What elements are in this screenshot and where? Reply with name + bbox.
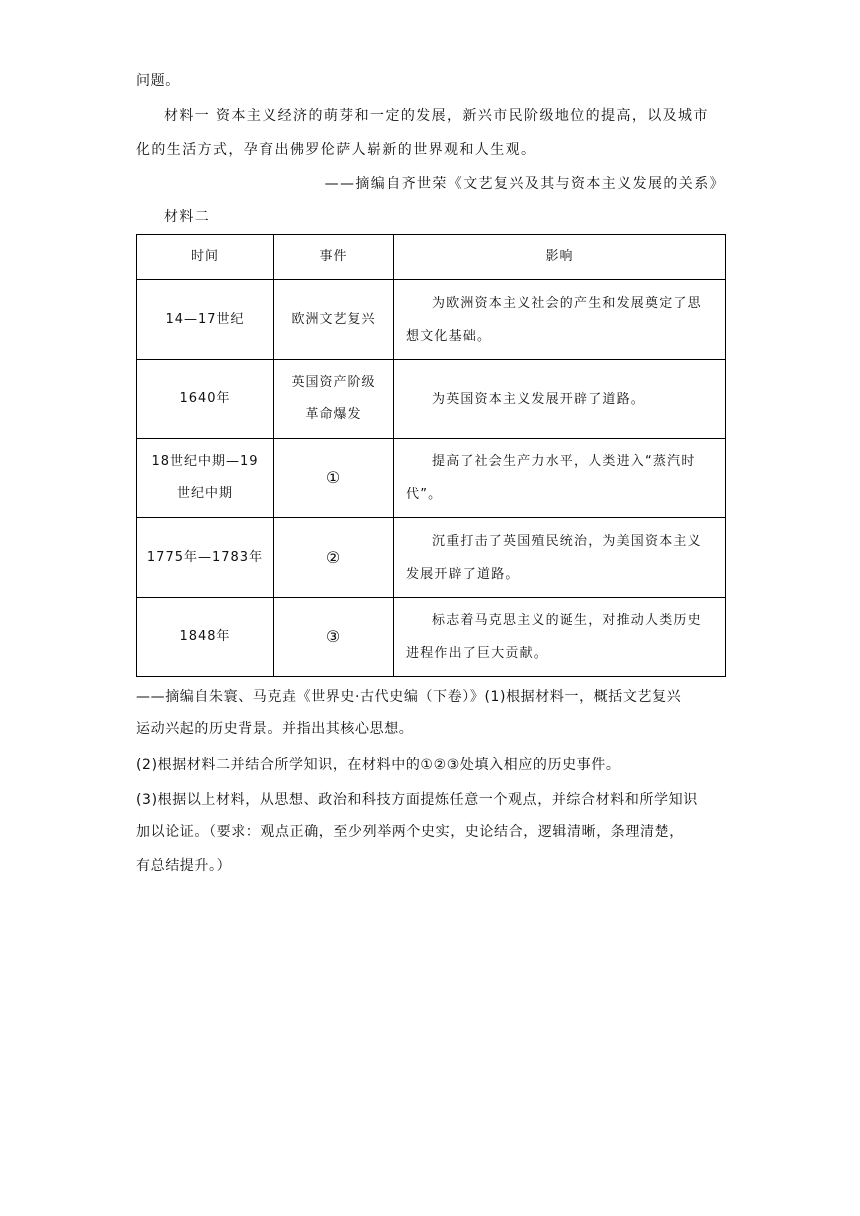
material1-source: ——摘编自齐世荣《文艺复兴及其与资本主义发展的关系》 [324, 176, 725, 192]
material1-line2: 化的生活方式，孕育出佛罗伦萨人崭新的世界观和人生观。 [136, 142, 537, 158]
table-row [137, 518, 726, 598]
row-event: ② [274, 518, 394, 598]
row-time: 18世纪中期—19世纪中期 [137, 439, 274, 518]
row-event: 英国资产阶级革命爆发 [274, 360, 394, 439]
row-event: ① [274, 439, 394, 518]
question-3-line3: 有总结提升。） [136, 858, 232, 874]
material1-line1: 材料一 资本主义经济的萌芽和一定的发展，新兴市民阶级地位的提高，以及城市 [164, 108, 709, 124]
source2-line1: ——摘编自朱寰、马克垚《世界史·古代史编（下卷）》(1)根据材料一，概括文艺复兴 [136, 689, 682, 705]
source2-line2: 运动兴起的历史背景。并指出其核心思想。 [136, 721, 414, 737]
question-3-line2: 加以论证。（要求：观点正确，至少列举两个史实，史论结合，逻辑清晰，条理清楚， [136, 824, 684, 840]
row-time: 1775年—1783年 [137, 518, 274, 598]
row-impact: 为欧洲资本主义社会的产生和发展奠定了思想文化基础。 [394, 280, 726, 360]
table-header-row [137, 235, 726, 280]
table-row [137, 598, 726, 677]
row-impact: 沉重打击了英国殖民统治，为美国资本主义发展开辟了道路。 [394, 518, 726, 598]
header-time: 时间 [137, 235, 274, 280]
header-impact: 影响 [394, 235, 726, 280]
row-event: 欧洲文艺复兴 [274, 280, 394, 360]
question-2: (2)根据材料二并结合所学知识，在材料中的①②③处填入相应的历史事件。 [136, 757, 621, 773]
row-time: 14—17世纪 [137, 280, 274, 360]
table-row [137, 439, 726, 518]
question-3-line1: (3)根据以上材料，从思想、政治和科技方面提炼任意一个观点，并综合材料和所学知识 [136, 792, 698, 808]
material2-label: 材料二 [164, 209, 211, 225]
row-impact: 为英国资本主义发展开辟了道路。 [394, 360, 726, 439]
row-time: 1848年 [137, 598, 274, 677]
intro-tail: 问题。 [136, 73, 180, 89]
row-event: ③ [274, 598, 394, 677]
row-time: 1640年 [137, 360, 274, 439]
row-impact: 标志着马克思主义的诞生，对推动人类历史进程作出了巨大贡献。 [394, 598, 726, 677]
events-table [136, 234, 726, 677]
table-row [137, 360, 726, 439]
row-impact: 提高了社会生产力水平，人类进入“蒸汽时代”。 [394, 439, 726, 518]
table-row [137, 280, 726, 360]
header-event: 事件 [274, 235, 394, 280]
